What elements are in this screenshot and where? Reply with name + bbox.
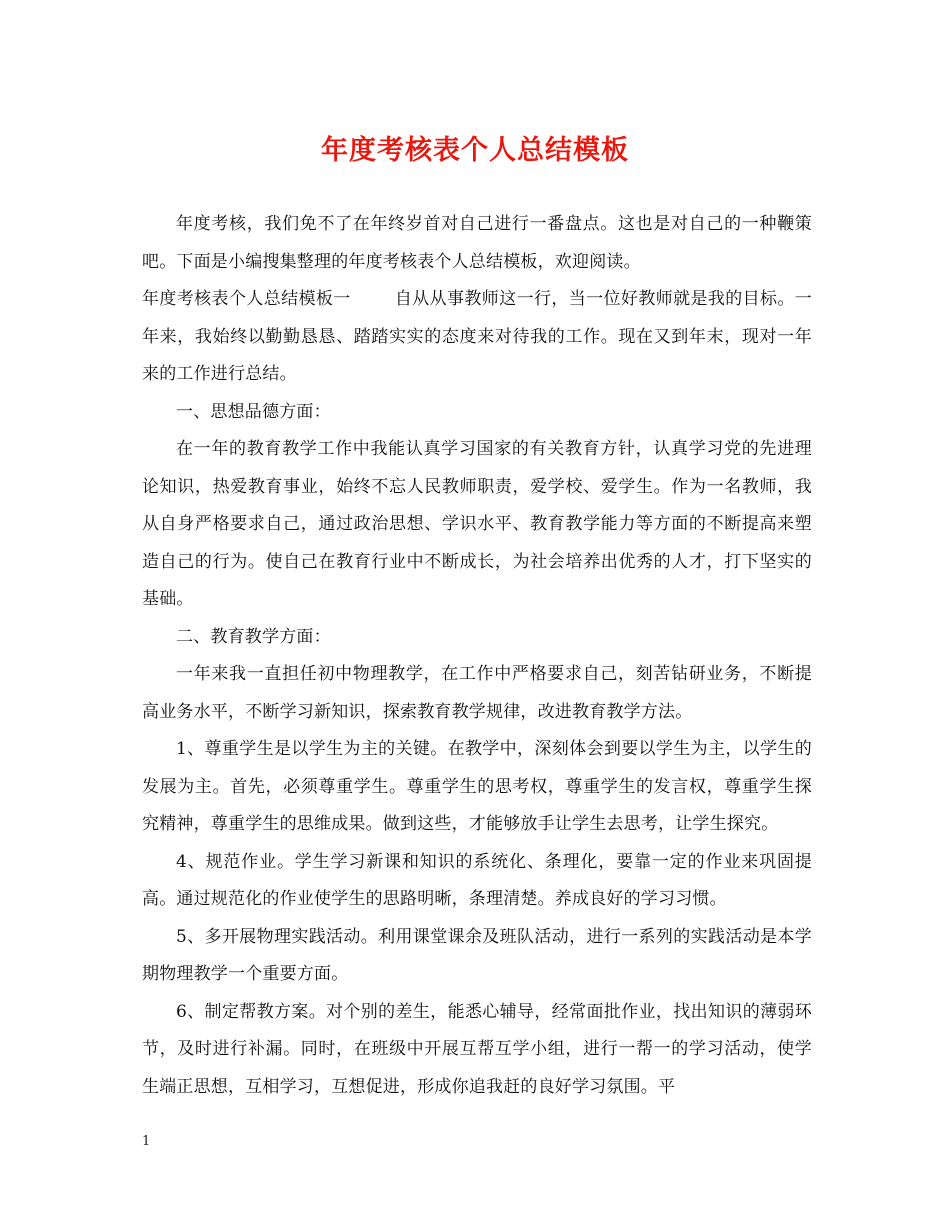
template-heading: 年度考核表个人总结模板一 (142, 289, 351, 309)
document-title: 年度考核表个人总结模板 (321, 135, 629, 166)
item5-paragraph: 5、多开展物理实践活动。利用课堂课余及班队活动，进行一系列的实践活动是本学期物理教学一个重要方面。 (142, 926, 812, 984)
item4-paragraph: 4、规范作业。学生学习新课和知识的系统化、条理化，要靠一定的作业来巩固提高。通过规范化的作业使学生的思路明晰，条理清楚。养成良好的学习习惯。 (142, 851, 812, 909)
section2-paragraph: 一年来我一直担任初中物理教学，在工作中严格要求自己，刻苦钻研业务，不断提高业务水平，不断学习新知识，探索教育教学规律，改进教育教学方法。 (142, 664, 812, 722)
section2-heading: 二、教育教学方面： (176, 626, 331, 647)
template-first-text: 自从从事教师这一行，当一位好教师就是我的目标。一年来，我始终以勤勤恳恳、踏踏实实的态度来对待我的工作。现在又到年末，现对一年来的工作进行总结。 (142, 289, 812, 384)
section1-paragraph: 在一年的教育教学工作中我能认真学习国家的有关教育方针，认真学习党的先进理论知识，热爱教育事业，始终不忘人民教师职责，爱学校、爱学生。作为一名教师，我从自身严格要求自己，通过政治思想、学识水平、教育教学能力等方面的不断提高来塑造自己的行为。使自己在教育行业中不断成长，为社会培养出优秀的人才，打下坚实的基础。 (142, 439, 812, 609)
document-body (142, 206, 812, 1106)
template-paragraph (142, 281, 812, 394)
page-number: 1 (142, 1134, 151, 1149)
item1-paragraph: 1、尊重学生是以学生为主的关键。在教学中，深刻体会到要以学生为主，以学生的发展为主。首先，必须尊重学生。尊重学生的思考权，尊重学生的发言权，尊重学生探究精神，尊重学生的思维成果。做到这些，才能够放手让学生去思考，让学生探究。 (142, 739, 812, 834)
intro-paragraph: 年度考核，我们免不了在年终岁首对自己进行一番盘点。这也是对自己的一种鞭策吧。下面是小编搜集整理的年度考核表个人总结模板，欢迎阅读。 (142, 214, 812, 272)
item6-paragraph: 6、制定帮教方案。对个别的差生，能悉心辅导，经常面批作业，找出知识的薄弱环节，及时进行补漏。同时，在班级中开展互帮互学小组，进行一帮一的学习活动，使学生端正思想，互相学习，互想促进，形成你追我赶的良好学习氛围。平 (142, 1001, 812, 1097)
section1-heading: 一、思想品德方面： (176, 401, 331, 422)
